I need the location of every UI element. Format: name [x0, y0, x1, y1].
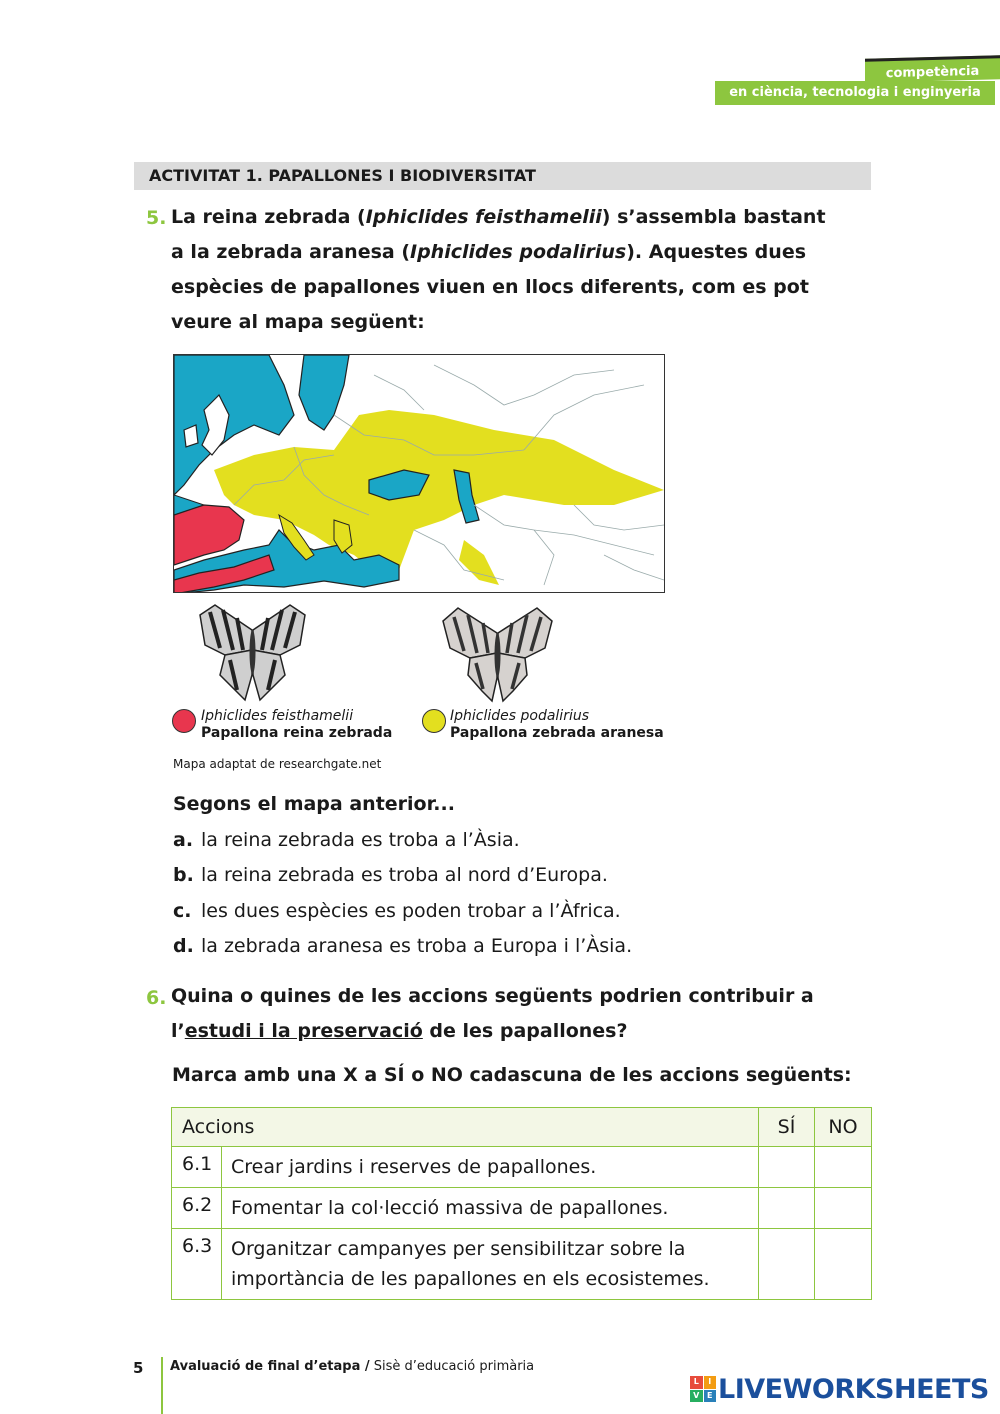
row-number: 6.3	[172, 1229, 222, 1300]
question-6-text: Quina o quines de les accions següents podrien contribuir a l’estudi i la preservació de les papallones?	[171, 985, 814, 1042]
table-row	[172, 1188, 872, 1229]
section-title: ACTIVITAT 1. PAPALLONES I BIODIVERSITAT	[134, 162, 871, 190]
row-number: 6.1	[172, 1147, 222, 1188]
europe-asia-map	[174, 355, 665, 593]
liveworksheets-wordmark: LIVEWORKSHEETS	[718, 1373, 989, 1405]
legend-yellow-dot	[422, 709, 446, 733]
actions-table	[171, 1107, 872, 1300]
butterfly-zebrada-aranesa-image	[440, 603, 555, 703]
options-heading: Segons el mapa anterior...	[173, 793, 455, 815]
no-checkbox-6-2[interactable]	[815, 1188, 872, 1229]
page-number: 5	[133, 1359, 144, 1377]
legend-reina-zebrada: Iphiclides feisthamelii Papallona reina zebrada	[201, 708, 393, 741]
option-b[interactable]: b. la reina zebrada es troba al nord d’Europa.	[173, 864, 608, 886]
si-checkbox-6-1[interactable]	[759, 1147, 815, 1188]
si-checkbox-6-2[interactable]	[759, 1188, 815, 1229]
question-5-text: La reina zebrada (Iphiclides feisthamelii) s’assembla bastant a la zebrada aranesa (Iphiclides podalirius). Aquestes dues espècies de papallones viuen en llocs diferents, com es pot veure al mapa següent:	[171, 206, 826, 333]
table-row	[172, 1229, 872, 1300]
footer-divider	[161, 1357, 163, 1414]
option-c[interactable]: c. les dues espècies es poden trobar a l’Àfrica.	[173, 900, 621, 922]
competencia-subject-badge: en ciència, tecnologia i enginyeria	[715, 81, 995, 105]
row-text: Fomentar la col·lecció massiva de papallones.	[222, 1188, 759, 1229]
table-header-row	[172, 1108, 872, 1147]
competencia-badge: competència	[865, 55, 1000, 83]
butterfly-reina-zebrada-image	[195, 600, 310, 703]
option-a[interactable]: a. la reina zebrada es troba a l’Àsia.	[173, 829, 520, 851]
row-text: Crear jardins i reserves de papallones.	[222, 1147, 759, 1188]
table-row	[172, 1147, 872, 1188]
question-6-number: 6.	[146, 987, 167, 1009]
si-checkbox-6-3[interactable]	[759, 1229, 815, 1300]
liveworksheets-icon: L I V E	[690, 1376, 716, 1402]
distribution-map	[173, 354, 665, 593]
legend-red-dot	[172, 709, 196, 733]
row-text: Organitzar campanyes per sensibilitzar sobre la importància de les papallones en els ecosistemes.	[222, 1229, 759, 1300]
map-caption: Mapa adaptat de researchgate.net	[173, 757, 382, 771]
header-no: NO	[815, 1108, 872, 1147]
header-accions: Accions	[172, 1108, 759, 1147]
no-checkbox-6-1[interactable]	[815, 1147, 872, 1188]
question-6-instruction: Marca amb una X a SÍ o NO cadascuna de les accions següents:	[172, 1064, 852, 1086]
option-d[interactable]: d. la zebrada aranesa es troba a Europa i l’Àsia.	[173, 935, 633, 957]
liveworksheets-logo[interactable]	[690, 1374, 989, 1404]
footer-title: Avaluació de final d’etapa / Sisè d’educació primària	[170, 1359, 535, 1374]
row-number: 6.2	[172, 1188, 222, 1229]
legend-zebrada-aranesa: Iphiclides podalirius Papallona zebrada aranesa	[450, 708, 664, 741]
no-checkbox-6-3[interactable]	[815, 1229, 872, 1300]
question-5-number: 5.	[146, 207, 167, 229]
header-si: SÍ	[759, 1108, 815, 1147]
